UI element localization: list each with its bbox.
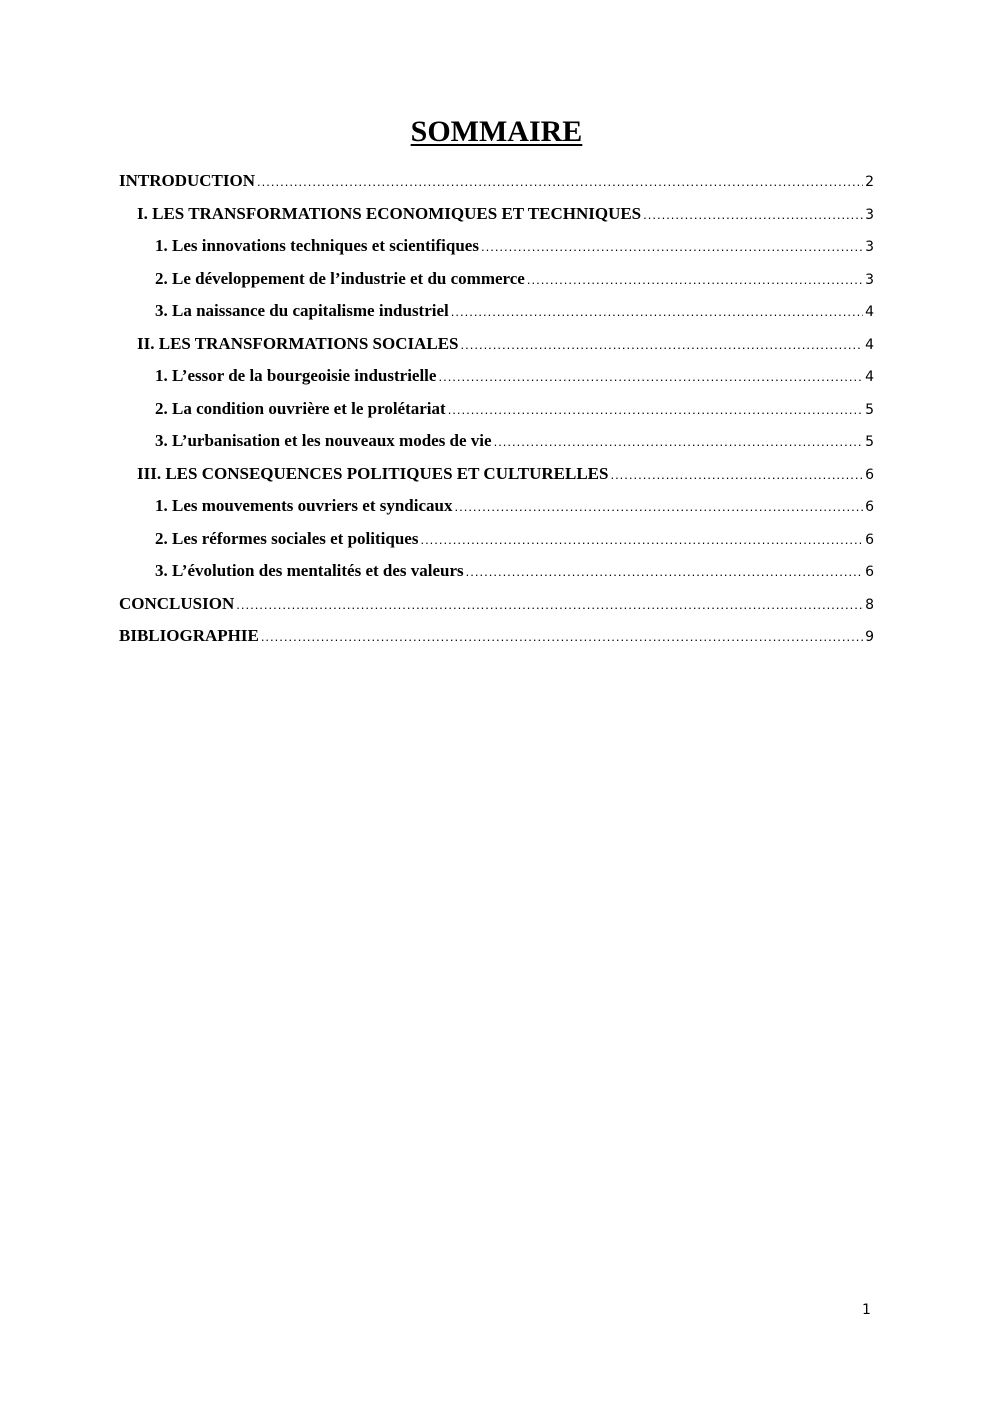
toc-entry-page: 3 (865, 239, 874, 255)
dot-leader (461, 332, 864, 358)
toc-entry-label: 2. Les réformes sociales et politiques (155, 528, 419, 548)
dot-leader (420, 527, 863, 553)
toc-entry-part-2[interactable] (119, 331, 874, 364)
toc-entry-3-1[interactable] (119, 493, 874, 526)
dot-leader (454, 494, 863, 520)
dot-leader (527, 267, 863, 293)
toc-entry-page: 4 (865, 336, 874, 353)
toc-entry-1-3[interactable] (119, 298, 874, 331)
dot-leader (236, 592, 863, 618)
toc-entry-1-1[interactable] (119, 233, 874, 266)
toc-entry-page: 6 (865, 466, 874, 483)
toc-entry-label: CONCLUSION (119, 593, 235, 613)
toc-entry-label: INTRODUCTION (119, 171, 256, 190)
dot-leader (494, 429, 864, 455)
toc-entry-3-3[interactable] (119, 558, 874, 591)
toc-entry-page: 6 (865, 564, 874, 580)
dot-leader (481, 234, 863, 260)
toc-entry-part-1[interactable] (119, 201, 874, 234)
toc-entry-label: 3. La naissance du capitalisme industriel (155, 301, 449, 320)
toc-entry-page: 4 (865, 369, 874, 385)
dot-leader (438, 364, 863, 390)
dot-leader (610, 462, 863, 488)
toc-entry-page: 9 (865, 629, 874, 645)
toc-entry-page: 3 (865, 206, 874, 223)
toc-entry-label: I. LES TRANSFORMATIONS ECONOMIQUES ET TECHNIQUES (137, 203, 642, 223)
toc-entry-label: III. LES CONSEQUENCES POLITIQUES ET CULTURELLES (137, 463, 609, 483)
dot-leader (451, 299, 863, 325)
dot-leader (643, 202, 863, 228)
toc-entry-conclusion[interactable] (119, 591, 874, 624)
toc-entry-page: 5 (865, 434, 874, 450)
toc-entry-label: 2. Le développement de l’industrie et du commerce (155, 268, 525, 288)
toc-entry-1-2[interactable] (119, 266, 874, 299)
toc-entry-page: 4 (865, 304, 874, 320)
toc-entry-2-1[interactable] (119, 363, 874, 396)
page-number: 1 (862, 1302, 871, 1318)
toc-entry-part-3[interactable] (119, 461, 874, 494)
toc-entry-label: 2. La condition ouvrière et le prolétariat (155, 398, 446, 418)
table-of-contents (119, 168, 874, 656)
toc-entry-label: 3. L’évolution des mentalités et des valeurs (155, 561, 464, 580)
toc-entry-page: 5 (865, 401, 874, 418)
toc-entry-3-2[interactable] (119, 526, 874, 559)
toc-entry-page: 6 (865, 531, 874, 548)
toc-entry-label: 3. L’urbanisation et les nouveaux modes de vie (155, 431, 492, 450)
toc-entry-page: 3 (865, 271, 874, 288)
toc-entry-page: 6 (865, 499, 874, 515)
toc-entry-introduction[interactable] (119, 168, 874, 201)
page-title: SOMMAIRE (410, 115, 583, 148)
dot-leader (257, 169, 863, 195)
toc-entry-label: BIBLIOGRAPHIE (119, 626, 259, 645)
dot-leader (261, 624, 863, 650)
toc-entry-page: 8 (865, 596, 874, 613)
toc-entry-2-3[interactable] (119, 428, 874, 461)
toc-entry-2-2[interactable] (119, 396, 874, 429)
toc-entry-label: 1. L’essor de la bourgeoisie industrielle (155, 366, 437, 385)
dot-leader (466, 559, 863, 585)
toc-entry-bibliographie[interactable] (119, 623, 874, 656)
dot-leader (448, 397, 863, 423)
toc-entry-label: 1. Les mouvements ouvriers et syndicaux (155, 496, 453, 515)
toc-entry-page: 2 (865, 174, 874, 190)
toc-entry-label: 1. Les innovations techniques et scientifiques (155, 236, 479, 255)
toc-entry-label: II. LES TRANSFORMATIONS SOCIALES (137, 333, 459, 353)
